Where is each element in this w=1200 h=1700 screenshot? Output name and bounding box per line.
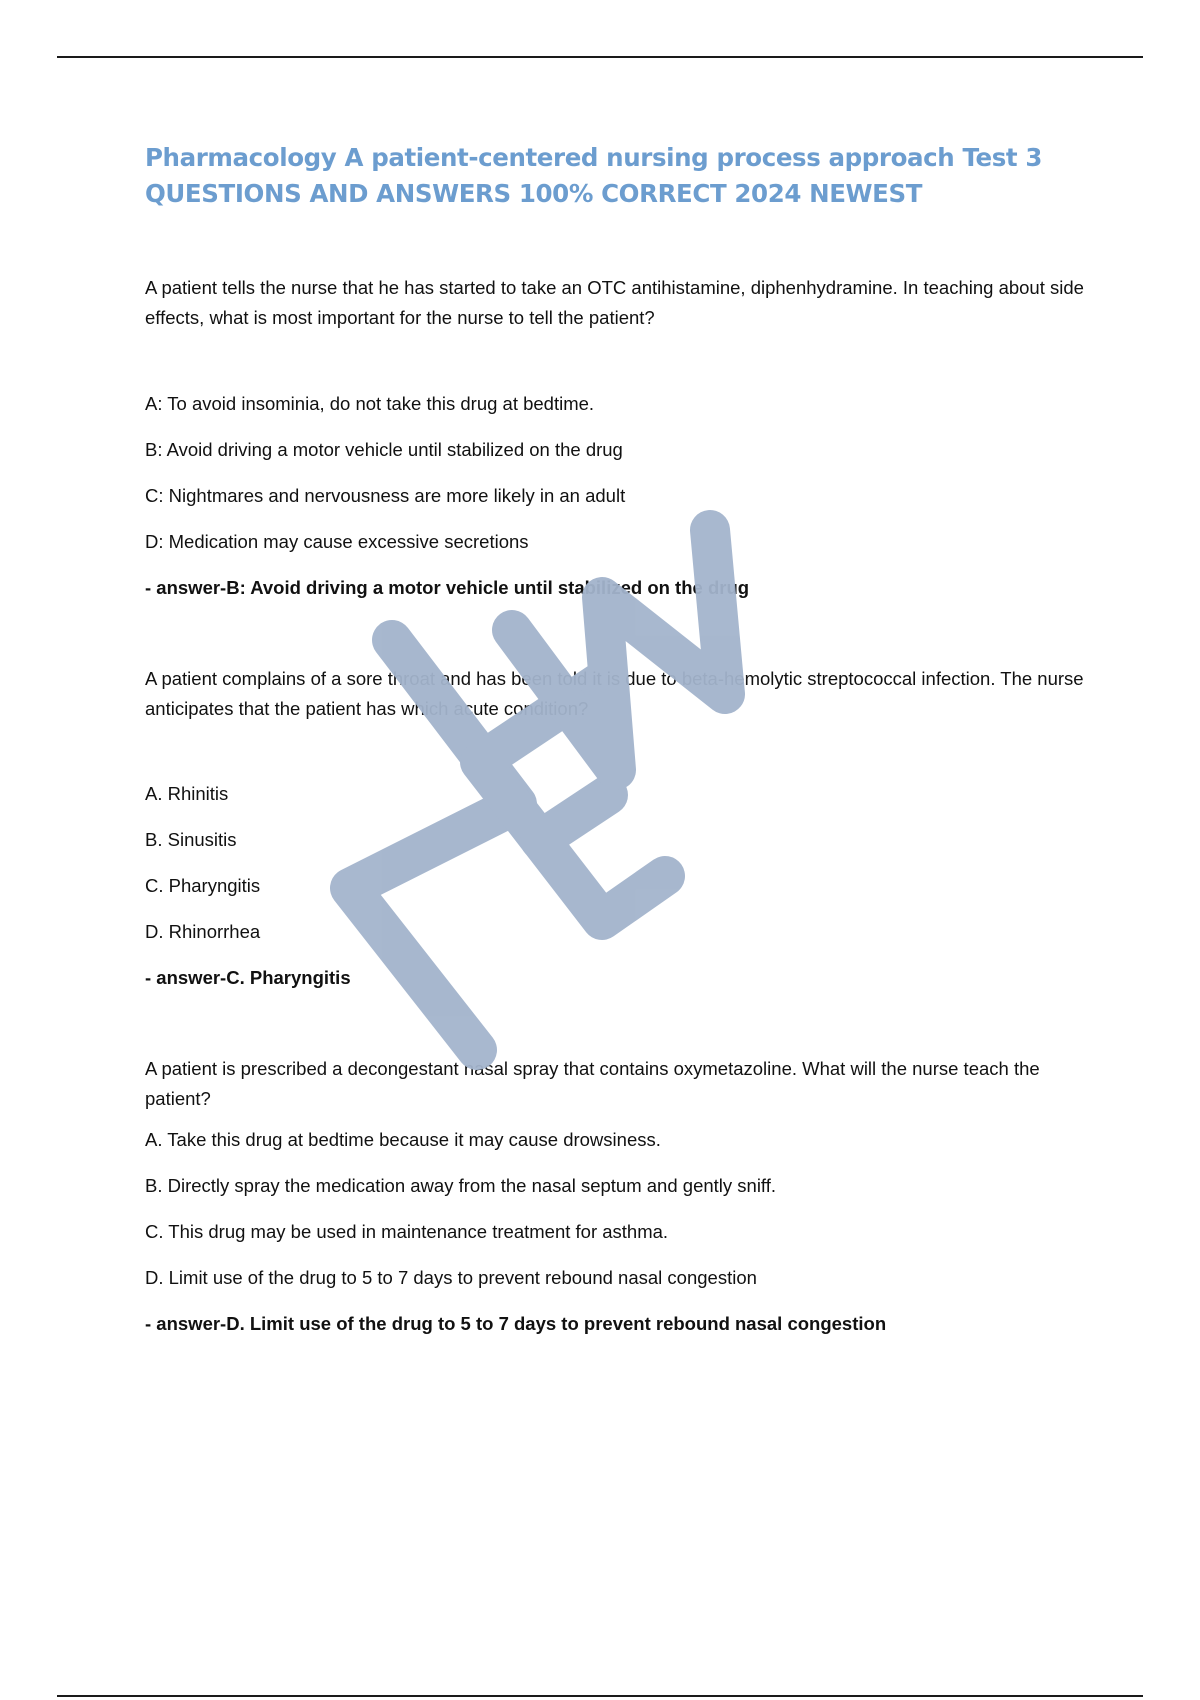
question-text: A patient complains of a sore throat and has been told it is due to beta-hemolytic streptococcal infection. The nurse anticipates that the patient has which acute condition? bbox=[145, 668, 1084, 719]
option-b: B. Sinusitis bbox=[145, 829, 237, 850]
question-block-3 bbox=[145, 1054, 1095, 1338]
option-a: A: To avoid insominia, do not take this drug at bedtime. bbox=[145, 393, 595, 414]
question-block-2 bbox=[145, 664, 1095, 992]
option-c: C. This drug may be used in maintenance treatment for asthma. bbox=[145, 1221, 669, 1242]
question-block-1 bbox=[145, 273, 1095, 602]
options-list bbox=[145, 390, 1095, 602]
answer-text: - answer-C. Pharyngitis bbox=[145, 967, 351, 988]
question-text: A patient is prescribed a decongestant nasal spray that contains oxymetazoline. What will the nurse teach the patient? bbox=[145, 1058, 1040, 1109]
document-title: Pharmacology A patient-centered nursing process approach Test 3 QUESTIONS AND ANSWERS 100% CORRECT 2024 NEWEST bbox=[145, 143, 1043, 208]
option-c: C. Pharyngitis bbox=[145, 875, 261, 896]
options-list bbox=[145, 1126, 1095, 1338]
option-d: D: Medication may cause excessive secretions bbox=[145, 531, 529, 552]
options-list bbox=[145, 780, 1095, 992]
answer-text: - answer-D. Limit use of the drug to 5 to 7 days to prevent rebound nasal congestion bbox=[145, 1313, 887, 1334]
option-d: D. Rhinorrhea bbox=[145, 921, 261, 942]
top-rule bbox=[57, 56, 1143, 58]
option-c: C: Nightmares and nervousness are more likely in an adult bbox=[145, 485, 626, 506]
question-text: A patient tells the nurse that he has started to take an OTC antihistamine, diphenhydramine. In teaching about side effects, what is most important for the nurse to tell the patient? bbox=[145, 277, 1084, 328]
option-b: B: Avoid driving a motor vehicle until stabilized on the drug bbox=[145, 439, 623, 460]
document-body bbox=[145, 140, 1095, 1338]
option-d: D. Limit use of the drug to 5 to 7 days to prevent rebound nasal congestion bbox=[145, 1267, 757, 1288]
option-b: B. Directly spray the medication away from the nasal septum and gently sniff. bbox=[145, 1175, 777, 1196]
answer-text: - answer-B: Avoid driving a motor vehicle until stabilized on the drug bbox=[145, 577, 750, 598]
option-a: A. Rhinitis bbox=[145, 783, 229, 804]
bottom-rule bbox=[57, 1695, 1143, 1697]
option-a: A. Take this drug at bedtime because it may cause drowsiness. bbox=[145, 1129, 661, 1150]
